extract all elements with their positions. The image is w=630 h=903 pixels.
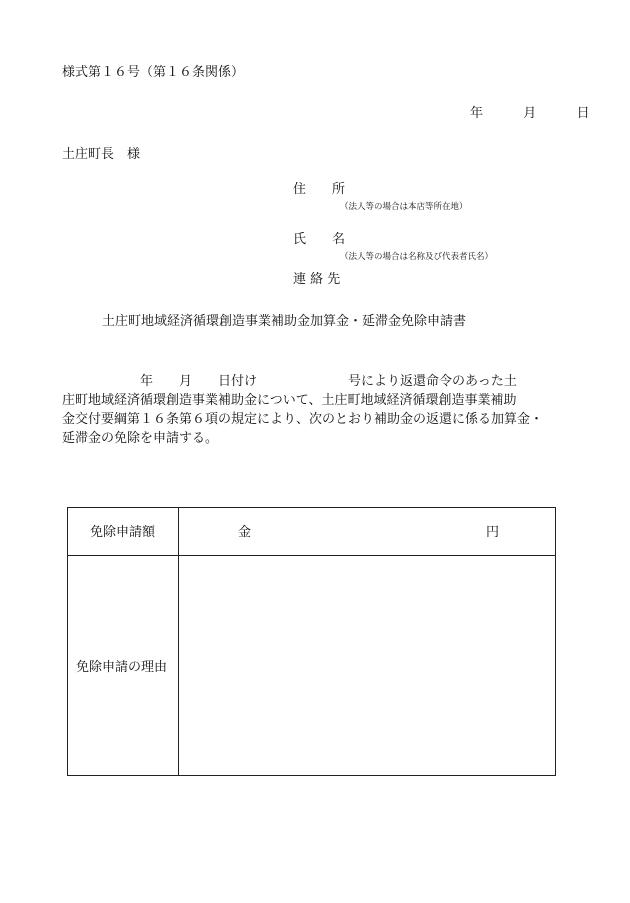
- recipient: 土庄町長 様: [62, 147, 141, 162]
- body-line: 年 月 日付け 号により返還命令のあった土: [62, 374, 517, 389]
- body-line: 延滞金の免除を申請する。: [62, 431, 219, 446]
- body-line: 金交付要綱第１６条第６項の規定により、次のとおり補助金の返還に係る加算金・: [62, 412, 544, 427]
- body-line: 庄町地域経済循環創造事業補助金について、土庄町地域経済循環創造事業補助: [62, 393, 517, 408]
- date-line: [470, 106, 590, 122]
- date-month: 月: [523, 106, 537, 121]
- contact-label: 連 絡 先: [293, 272, 341, 287]
- name-label: 氏 名: [293, 232, 346, 247]
- date-day: 日: [576, 106, 590, 121]
- amount-suffix: 円: [486, 525, 500, 540]
- address-label: 住 所: [293, 182, 346, 197]
- address-note: （法人等の場合は本店等所在地）: [340, 202, 468, 212]
- name-note: （法人等の場合は名称及び代表者氏名）: [340, 252, 494, 262]
- document-body: [62, 372, 574, 448]
- amount-label: 免除申請額: [90, 525, 156, 540]
- form-number: 様式第１６号（第１６条関係）: [62, 65, 245, 80]
- date-year: 年: [470, 106, 484, 121]
- exemption-table: [67, 507, 556, 776]
- table-column-divider: [178, 508, 179, 775]
- document-title: 土庄町地域経済循環創造事業補助金加算金・延滞金免除申請書: [102, 314, 467, 329]
- amount-prefix: 金: [238, 525, 252, 540]
- reason-label: 免除申請の理由: [76, 660, 168, 675]
- table-row-divider: [68, 555, 555, 556]
